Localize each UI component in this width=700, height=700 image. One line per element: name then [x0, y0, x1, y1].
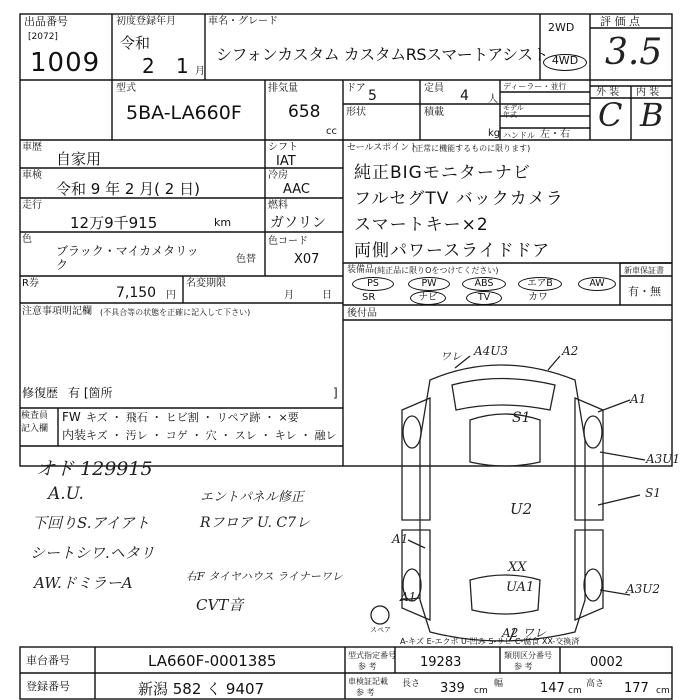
- drive-2wd: 2WD: [548, 21, 575, 34]
- equip-sr: SR: [362, 292, 376, 303]
- equip-airbag: エアB: [518, 277, 562, 291]
- displacement-label: 排気量: [268, 83, 298, 94]
- mileage: 12万9千915: [70, 214, 158, 232]
- length-unit: cm: [474, 686, 488, 696]
- reg-label: 初度登録年月: [116, 16, 176, 27]
- interior-row-label: 内装: [62, 428, 87, 442]
- type-cert-number: 19283: [420, 655, 462, 670]
- mileage-label: 走行: [22, 200, 42, 211]
- ac: AAC: [283, 182, 310, 197]
- dims-label: 車検証記載: [348, 677, 388, 686]
- color-label: 色: [22, 234, 32, 245]
- reg-month: 1: [176, 54, 189, 78]
- lot-number: 1009: [30, 48, 101, 78]
- reg-year: 2: [142, 54, 155, 78]
- category-label: 類別区分番号: [504, 651, 552, 660]
- mark-a2-top: A2: [562, 344, 579, 358]
- inspector-label: 検査員 記入欄: [21, 411, 49, 434]
- notes-sub: (不具合等の状態を正確に記入して下さい): [100, 308, 251, 317]
- plate-number: 新潟 582 く 9407: [138, 680, 265, 698]
- selling-point-4: 両側パワースライドドア: [354, 241, 551, 261]
- handle-value: 左・右: [540, 129, 570, 140]
- cc-unit: cc: [326, 126, 337, 137]
- equipment-sub: (純正品に限りOをつけてください): [374, 266, 499, 275]
- chassis-label: 車台番号: [26, 654, 70, 667]
- displacement: 658: [288, 102, 321, 122]
- seats-label: 定員: [424, 83, 444, 94]
- notes-label: 注意事項明記欄: [22, 306, 92, 317]
- plate-label: 登録番号: [26, 680, 70, 693]
- repair-value: 有 [箇所: [68, 386, 113, 400]
- mark-a1-lower: A1: [400, 590, 417, 604]
- fw-items: キズ ・ 飛石 ・ ヒビ割 ・ リペア跡 ・ ×要: [86, 411, 299, 424]
- title-label: 名変期限: [186, 278, 226, 289]
- reg-era: 令和: [120, 34, 151, 52]
- mark-u2: U2: [510, 500, 533, 518]
- capacity-label: 積載: [424, 107, 444, 118]
- handle-label: ハンドル: [503, 131, 535, 140]
- mark-s1-right: S1: [645, 486, 661, 500]
- mark-ua1: UA1: [506, 580, 535, 595]
- kg-unit: kg: [488, 128, 501, 139]
- hw-note-panel: エントパネル修正: [200, 490, 304, 505]
- repair-close: ]: [333, 386, 338, 400]
- fw-label: FW: [62, 410, 81, 424]
- mark-a2-crack: A2 ワレ: [502, 626, 547, 640]
- mark-a1-left: A1: [392, 532, 409, 546]
- warranty-label: 新車保証書: [624, 266, 664, 275]
- hw-note-seat: シートシワ.ヘタリ: [30, 544, 155, 562]
- doors: 5: [368, 88, 377, 104]
- doors-label: ドア: [346, 83, 366, 94]
- mark-crack-top: ワレ: [440, 350, 462, 363]
- hw-note-odo: オド 129915: [36, 458, 153, 480]
- category-number: 0002: [590, 655, 624, 670]
- interior-items: キズ ・ 汚レ ・ コゲ ・ 穴 ・ スレ ・ キレ ・ 融レ: [86, 429, 337, 442]
- selling-point-2: フルセグTV バックカメラ: [354, 189, 564, 209]
- width: 147: [540, 681, 565, 696]
- hw-note-underbody: 下回りS.アイアト: [32, 514, 150, 532]
- interior-label: 内 装: [636, 87, 660, 98]
- seats: 4: [460, 88, 469, 104]
- interior-grade: B: [640, 96, 664, 134]
- model-label: 型式: [116, 83, 136, 94]
- inspection-label: 車検: [22, 170, 42, 181]
- category-sub: 参 考: [514, 662, 533, 671]
- color: ブラック・マイカメタリック: [56, 244, 199, 272]
- equip-ps: PS: [352, 277, 394, 291]
- equip-pw: PW: [408, 277, 450, 291]
- usage: 自家用: [56, 150, 102, 168]
- title-day: 日: [322, 290, 332, 301]
- selling-point-1: 純正BIGモニターナビ: [354, 163, 531, 183]
- yen-unit: 円: [166, 290, 176, 301]
- equip-tv: TV: [466, 291, 502, 305]
- fuel-label: 燃料: [268, 200, 288, 211]
- ac-label: 冷房: [268, 170, 288, 181]
- post-fit-label: 後付品: [347, 308, 377, 319]
- length: 339: [440, 681, 465, 696]
- shift-label: シフト: [268, 142, 298, 153]
- shift: IAT: [276, 154, 296, 169]
- model-code: 5BA-LA660F: [126, 102, 242, 124]
- hw-note-au: A.U.: [48, 484, 84, 504]
- reg-month-unit: 月: [195, 66, 205, 77]
- name-label: 車名・グレード: [208, 16, 278, 27]
- equip-navi: ナビ: [410, 291, 446, 305]
- height-unit: cm: [656, 686, 670, 696]
- color-code-label: 色コード: [268, 236, 308, 247]
- exterior-grade: C: [598, 96, 623, 134]
- height: 177: [624, 681, 649, 696]
- hw-note-tirehouse: 右F タイヤハウス ライナーワレ: [186, 570, 343, 583]
- length-label: 長さ: [402, 679, 421, 689]
- type-cert-sub: 参 考: [358, 662, 377, 671]
- repair-label: 修復歴: [22, 386, 59, 400]
- mark-a1-right: A1: [630, 392, 647, 406]
- shape-label: 形状: [346, 107, 366, 118]
- damage-legend: A-キズ E-エクボ U-凹み S-サビ C-腐食 XX-交換済: [400, 637, 580, 646]
- lot-label: 出品番号: [24, 15, 68, 28]
- model-year-label: モデル 年式: [503, 104, 524, 119]
- dims-sub: 参 考: [356, 688, 375, 697]
- hw-note-rfloor: Rフロア U. C7レ: [200, 515, 311, 531]
- color-change-label: 色替: [236, 254, 256, 265]
- selling-label: セールスポイント: [347, 143, 419, 153]
- recycle-amount: 7,150: [116, 285, 157, 301]
- usage-label: 車歴: [22, 142, 42, 153]
- mark-a4u3: A4U3: [474, 344, 509, 358]
- warranty-value: 有・無: [628, 285, 661, 298]
- chassis-number: LA660F-0001385: [148, 652, 277, 670]
- exterior-label: 外 装: [596, 87, 620, 98]
- color-code: X07: [294, 252, 320, 267]
- type-cert-label: 型式指定番号: [348, 651, 396, 660]
- selling-sub: (正常に機能するものに限ります): [412, 144, 531, 153]
- km-unit: km: [214, 216, 232, 229]
- lot-sub: [2072]: [28, 32, 58, 42]
- hw-note-aw: AW.ドミラーA: [34, 574, 133, 592]
- car-name: シフォンカスタム カスタムRSスマートアシスト: [216, 45, 549, 64]
- recycle-label: R券: [22, 278, 39, 289]
- width-unit: cm: [568, 686, 582, 696]
- equipment-label: 装備品: [347, 265, 375, 275]
- eval-score: 3.5: [605, 32, 663, 73]
- width-label: 幅: [494, 679, 504, 689]
- equip-leather: カワ: [528, 292, 548, 303]
- mark-s1-center: S1: [512, 410, 531, 426]
- mark-xx: XX: [508, 560, 527, 575]
- height-label: 高さ: [586, 679, 605, 689]
- dealer-label: ディーラー・並行: [503, 82, 567, 91]
- title-month: 月: [284, 290, 294, 301]
- eval-label: 評 価 点: [600, 15, 640, 28]
- hw-note-cvt: CVT音: [196, 596, 244, 614]
- inspection-date: 令和 9 年 2 月( 2 日): [56, 180, 200, 198]
- mark-a3u1: A3U1: [646, 452, 681, 466]
- drive-4wd-circled: 4WD: [543, 54, 587, 71]
- fuel: ガソリン: [270, 215, 326, 231]
- equip-abs: ABS: [462, 277, 506, 291]
- spare-label: スペア: [370, 626, 391, 634]
- mark-a3u2: A3U2: [626, 582, 661, 596]
- equip-aw: AW: [578, 277, 616, 291]
- seats-unit: 人: [488, 94, 498, 105]
- selling-point-3: スマートキー×2: [354, 215, 489, 235]
